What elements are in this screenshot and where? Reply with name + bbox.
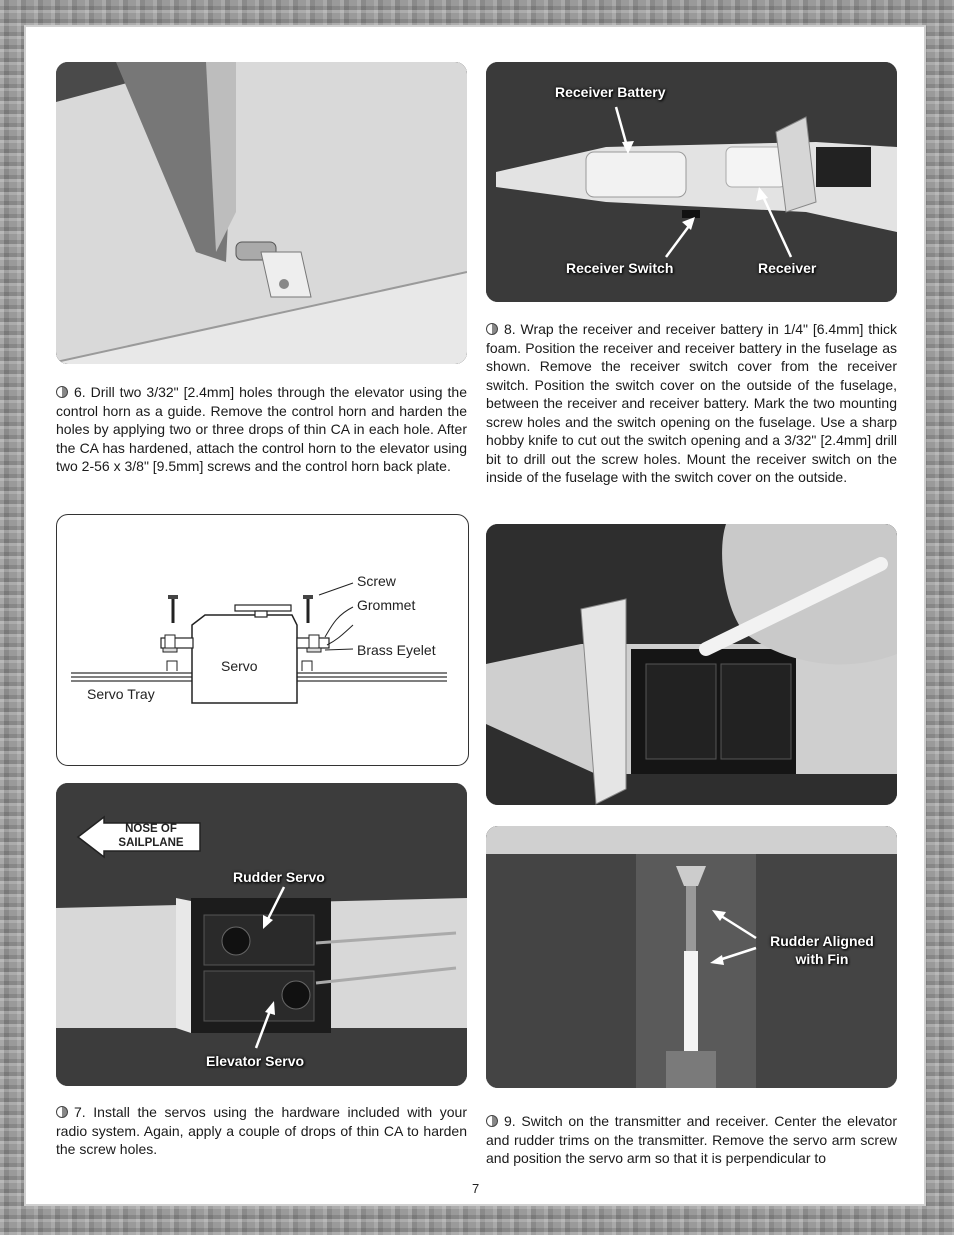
label-grommet: Grommet	[357, 597, 416, 613]
callout-receiver-battery: Receiver Battery	[555, 84, 666, 100]
photo-elevator-horn	[56, 62, 467, 364]
servo-marking-illustration	[486, 524, 897, 805]
label-screw: Screw	[357, 573, 396, 589]
step-9-body: 9. Switch on the transmitter and receiver. Center the elevator and rudder trims on the transmitter. Remove the servo arm screw and position the servo arm so that it is perpendicular to	[486, 1113, 897, 1166]
step-8-body: 8. Wrap the receiver and receiver battery in 1/4" [6.4mm] thick foam. Position the receiver and receiver battery in the fuselage as shown. Remove the receiver switch cover from the receiver switch. Position the switch cover on the outside of the fuselage, between the receiver and receiver battery. Mark the two mounting screw holes and the switch opening on the fuselage. Use a sharp hobby knife to cut out the switch opening and a 3/32" [2.4mm] drill bit to drill out the screw holes. Mount the receiver switch on the inside of the fuselage with the switch cover on the outside.	[486, 321, 897, 485]
step-7-text	[56, 1103, 467, 1159]
callout-rudder-aligned: Rudder Aligned with Fin	[770, 933, 874, 967]
page-number: 7	[472, 1181, 480, 1196]
callout-receiver-switch: Receiver Switch	[566, 260, 674, 276]
checkbox-icon[interactable]	[486, 1115, 498, 1127]
nose-label: NOSE OF SAILPLANE	[118, 823, 184, 849]
photo-servo-marking	[486, 524, 897, 805]
receiver-illustration	[486, 62, 897, 302]
step-8-text	[486, 320, 897, 487]
photo-receiver	[486, 62, 897, 302]
step-6-body: 6. Drill two 3/32" [2.4mm] holes through the elevator using the control horn as a guide. Remove the control horn and harden the holes by applying two or three drops of thin CA in each hole. After the CA has hardened, attach the control horn to the elevator using two 2-56 x 3/8" [9.5mm] screws and the control horn back plate.	[56, 384, 467, 474]
checkbox-icon[interactable]	[56, 386, 68, 398]
label-servo-tray: Servo Tray	[87, 686, 155, 702]
label-servo: Servo	[221, 658, 258, 674]
checkbox-icon[interactable]	[486, 323, 498, 335]
step-7-body: 7. Install the servos using the hardware included with your radio system. Again, apply a couple of drops of thin CA to harden the screw holes.	[56, 1104, 467, 1157]
label-brass-eyelet: Brass Eyelet	[357, 642, 436, 658]
servo-diagram-drawing	[57, 515, 468, 765]
nose-of-sailplane-arrow	[76, 815, 202, 859]
checkbox-icon[interactable]	[56, 1106, 68, 1118]
step-9-text	[486, 1112, 897, 1168]
step-6-text	[56, 383, 467, 476]
callout-rudder-servo: Rudder Servo	[233, 869, 325, 885]
photo-rudder	[486, 826, 897, 1088]
callout-receiver: Receiver	[758, 260, 817, 276]
callout-elevator-servo: Elevator Servo	[206, 1053, 305, 1069]
servo-mounting-diagram	[56, 514, 469, 766]
elevator-horn-illustration	[56, 62, 467, 364]
